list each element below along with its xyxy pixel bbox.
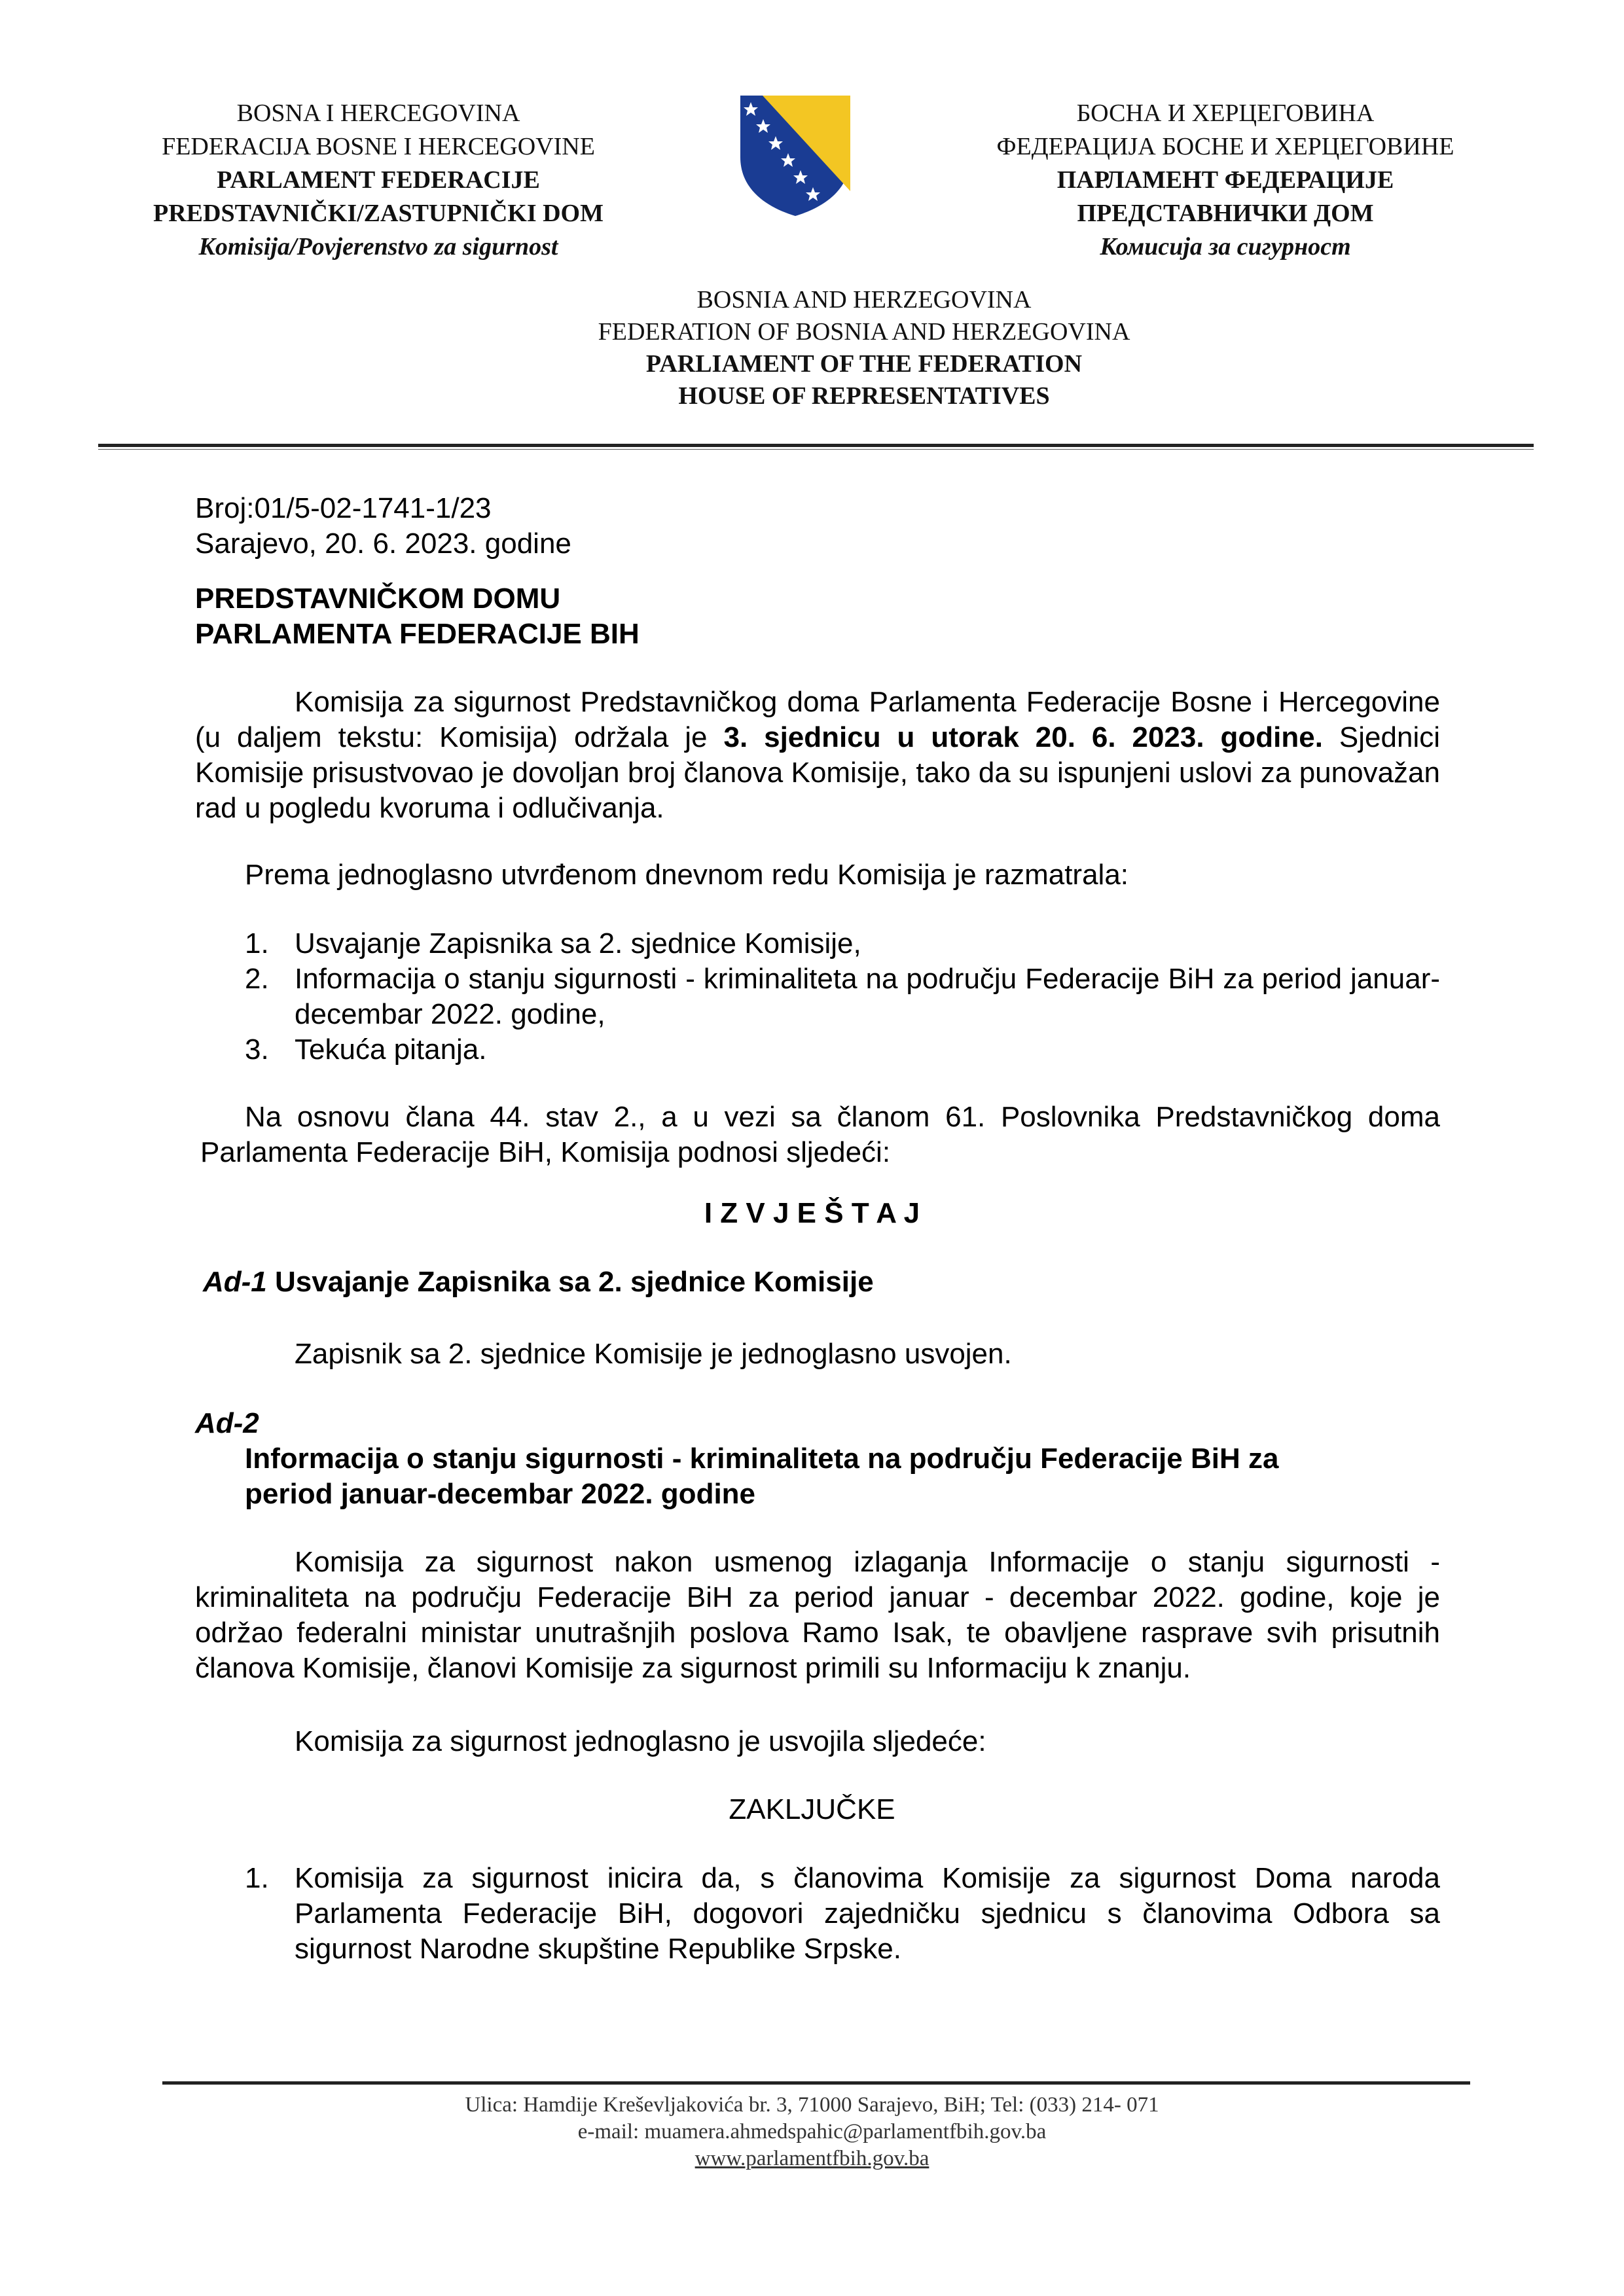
intro-text-2: Sjednici Komisije prisustvovao je dovoljan broj članova Komisije, tako da su ispunjeni uslovi za punovažan rad u pogledu kvoruma i odlučivanja. xyxy=(195,721,1440,824)
agenda-item-number: 1. xyxy=(245,927,269,960)
recipient-line-1: PREDSTAVNIČKOM DOMU xyxy=(195,583,561,615)
agenda-item-text: Informacija o stanju sigurnosti - kriminaliteta na području Federacije BiH za period januar-decembar 2022. godine, xyxy=(295,963,1440,1030)
header-divider xyxy=(98,444,1534,447)
header-en-federation: FEDERATION OF BOSNIA AND HERZEGOVINA xyxy=(598,318,1130,346)
header-right-block xyxy=(931,97,1520,264)
recipient-block xyxy=(195,581,640,652)
recipient-line-2: PARLAMENTA FEDERACIJE BIH xyxy=(195,618,640,650)
header-left-parliament: PARLAMENT FEDERACIJE xyxy=(217,166,540,194)
conclusion-item xyxy=(245,1861,1440,1967)
header-right-country: БОСНА И ХЕРЦЕГОВИНА xyxy=(1076,99,1375,127)
footer-address: Ulica: Hamdije Kreševljakovića br. 3, 71000 Sarajevo, BiH; Tel: (033) 214- 071 xyxy=(465,2093,1159,2117)
header-left-committee: Komisija/Povjerenstvo za sigurnost xyxy=(198,233,558,260)
header-divider-thin xyxy=(98,449,1534,450)
ad1-text: Zapisnik sa 2. sjednice Komisije je jednoglasno usvojen. xyxy=(295,1338,1012,1370)
header-left-block xyxy=(84,97,673,264)
header-english-block xyxy=(419,284,1309,412)
website-link[interactable]: www.parlamentfbih.gov.ba xyxy=(695,2147,929,2170)
header-en-parliament: PARLIAMENT OF THE FEDERATION xyxy=(645,350,1083,378)
ad1-heading xyxy=(203,1265,874,1300)
document-meta xyxy=(195,491,571,562)
header-right-committee: Комисија за сигурност xyxy=(1100,233,1351,260)
header-en-house: HOUSE OF REPRESENTATIVES xyxy=(678,382,1050,410)
agenda-item-text: Usvajanje Zapisnika sa 2. sjednice Komisije, xyxy=(295,927,861,960)
agenda-item-number: 2. xyxy=(245,963,269,995)
header-left-country: BOSNA I HERCEGOVINA xyxy=(236,99,520,127)
document-date: Sarajevo, 20. 6. 2023. godine xyxy=(195,528,571,560)
footer-divider xyxy=(162,2081,1470,2085)
header-left-house: PREDSTAVNIČKI/ZASTUPNIČKI DOM xyxy=(153,200,604,227)
header-right-parliament: ПАРЛАМЕНТ ФЕДЕРАЦИЈЕ xyxy=(1056,166,1394,194)
agenda-item-number: 3. xyxy=(245,1033,269,1066)
report-title: I Z V J E Š T A J xyxy=(704,1197,920,1229)
header-left-federation: FEDERACIJA BOSNE I HERCEGOVINE xyxy=(162,133,595,160)
conclusion-number: 1. xyxy=(245,1862,269,1894)
ad1-label: Ad-1 xyxy=(203,1266,267,1298)
coat-of-arms-icon xyxy=(736,93,854,217)
intro-paragraph xyxy=(195,685,1440,826)
agenda-item xyxy=(245,926,1440,961)
agenda-item-text: Tekuća pitanja. xyxy=(295,1033,487,1066)
document-number: Broj:01/5-02-1741-1/23 xyxy=(195,492,492,524)
header-right-federation: ФЕДЕРАЦИЈА БОСНЕ И ХЕРЦЕГОВИНЕ xyxy=(996,133,1454,160)
ad2-label: Ad-2 xyxy=(195,1407,259,1439)
header-en-country: BOSNIA AND HERZEGOVINA xyxy=(696,286,1032,314)
footer-email: e-mail: muamera.ahmedspahic@parlamentfbih.gov.ba xyxy=(577,2120,1047,2144)
conclusions-title: ZAKLJUČKE xyxy=(729,1793,895,1825)
header-right-house: ПРЕДСТАВНИЧКИ ДОМ xyxy=(1077,200,1374,227)
footer-website xyxy=(0,2145,1624,2172)
ad2-title: Informacija o stanju sigurnosti - kriminaliteta na području Federacije BiH za period januar-decembar 2022. godine xyxy=(245,1443,1279,1510)
legal-basis-paragraph: Na osnovu člana 44. stav 2., a u vezi sa članom 61. Poslovnika Predstavničkog doma Parlamenta Federacije BiH, Komisija podnosi sljedeći: xyxy=(200,1101,1440,1168)
conclusion-text: Komisija za sigurnost inicira da, s članovima Komisije za sigurnost Doma naroda Parlamenta Federacije BiH, dogovori zajedničku sjednicu s članovima Odbora sa sigurnost Narodne skupštine Republike Srpske. xyxy=(295,1862,1440,1965)
agenda-item xyxy=(245,1032,1440,1067)
ad2-adopted: Komisija za sigurnost jednoglasno je usvojila sljedeće: xyxy=(295,1725,986,1757)
agenda-intro: Prema jednoglasno utvrđenom dnevnom redu Komisija je razmatrala: xyxy=(245,859,1129,891)
intro-session-date: 3. sjednicu u utorak 20. 6. 2023. godine. xyxy=(723,721,1323,753)
ad2-paragraph: Komisija za sigurnost nakon usmenog izlaganja Informacije o stanju sigurnosti - kriminaliteta na području Federacije BiH za period januar - decembar 2022. godine, koje je održao federalni ministar unutrašnjih poslova Ramo Isak, te obavljene rasprave svih prisutnih članova Komisije, članovi Komisije za sigurnost primili su Informaciju k znanju. xyxy=(195,1546,1440,1684)
intro-text-1: Komisija za sigurnost Predstavničkog doma Parlamenta Federacije Bosne i Hercegovine (u daljem tekstu: Komisija) održala je xyxy=(195,686,1440,753)
agenda-item xyxy=(245,961,1440,1032)
ad1-title: Usvajanje Zapisnika sa 2. sjednice Komisije xyxy=(266,1266,874,1298)
